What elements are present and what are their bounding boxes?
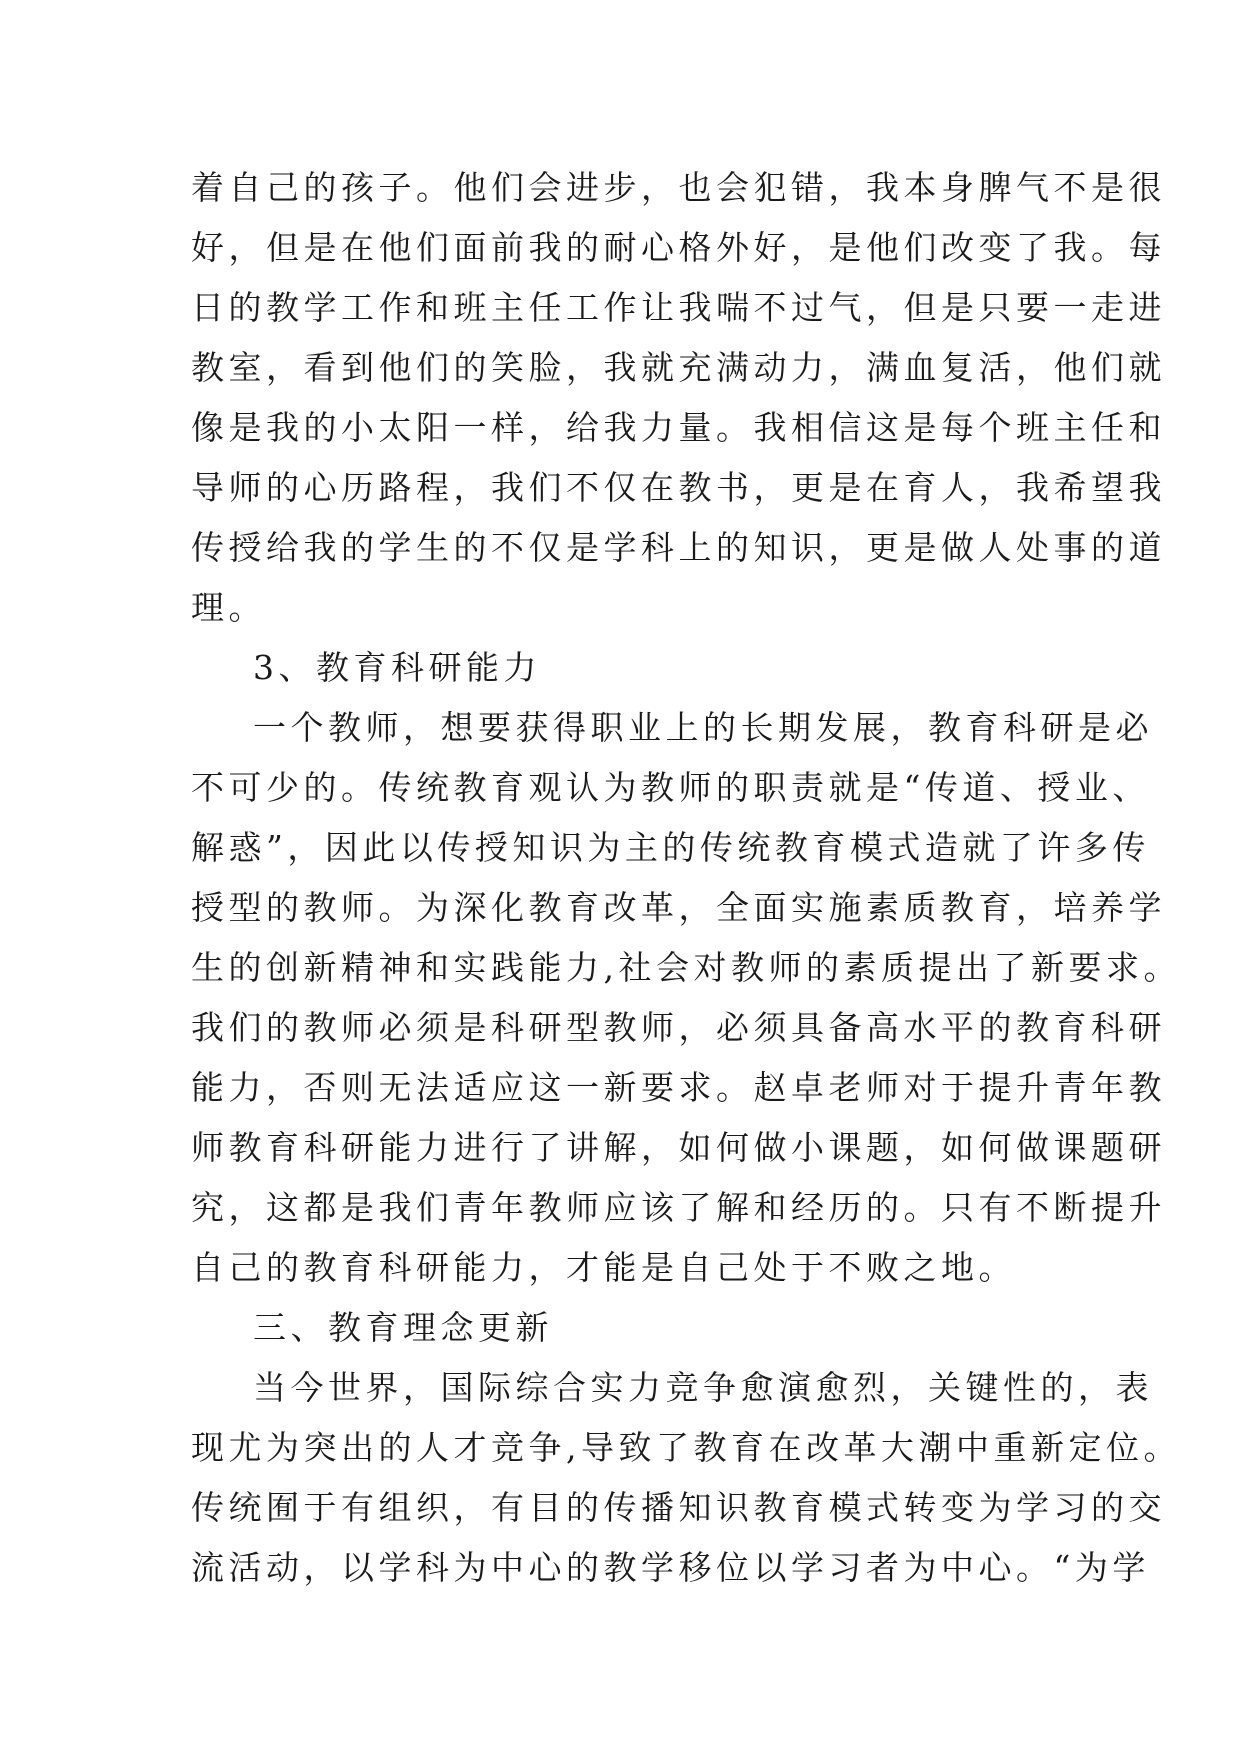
text-line: 生的创新精神和实践能力,社会对教师的素质提出了新要求。 (191, 948, 1181, 987)
text-line: 授型的教师。为深化教育改革，全面实施素质教育，培养学 (191, 888, 1166, 927)
text-line: 理。 (191, 588, 266, 627)
text-line: 解惑”，因此以传授知识为主的传统教育模式造就了许多传 (191, 828, 1150, 867)
text-line: 着自己的孩子。他们会进步，也会犯错，我本身脾气不是很 (191, 168, 1166, 207)
text-line: 传授给我的学生的不仅是学科上的知识，更是做人处事的道 (191, 528, 1166, 567)
body-text (191, 158, 1181, 1598)
text-line: 不可少的。传统教育观认为教师的职责就是“传道、授业、 (191, 768, 1150, 807)
text-line: 日的教学工作和班主任工作让我喘不过气，但是只要一走进 (191, 288, 1166, 327)
paragraph-start: 当今世界，国际综合实力竞争愈演愈烈，关键性的，表 (253, 1368, 1153, 1407)
text-line: 传统囿于有组织，有目的传播知识教育模式转变为学习的交 (191, 1488, 1166, 1527)
section-heading: 三、教育理念更新 (253, 1308, 553, 1347)
text-line: 我们的教师必须是科研型教师，必须具备高水平的教育科研 (191, 1008, 1166, 1047)
text-line: 自己的教育科研能力，才能是自己处于不败之地。 (191, 1248, 1016, 1287)
text-line: 能力，否则无法适应这一新要求。赵卓老师对于提升青年教 (191, 1068, 1166, 1107)
text-line: 好，但是在他们面前我的耐心格外好，是他们改变了我。每 (191, 228, 1166, 267)
text-line: 像是我的小太阳一样，给我力量。我相信这是每个班主任和 (191, 408, 1166, 447)
text-line: 师教育科研能力进行了讲解，如何做小课题，如何做课题研 (191, 1128, 1166, 1167)
paragraph-start: 一个教师，想要获得职业上的长期发展，教育科研是必 (253, 708, 1153, 747)
text-line: 流活动，以学科为中心的教学移位以学习者为中心。“为学 (191, 1548, 1150, 1587)
text-line: 现尤为突出的人才竞争,导致了教育在改革大潮中重新定位。 (191, 1428, 1181, 1467)
text-line: 究，这都是我们青年教师应该了解和经历的。只有不断提升 (191, 1188, 1166, 1227)
text-line: 教室，看到他们的笑脸，我就充满动力，满血复活，他们就 (191, 348, 1166, 387)
text-line: 导师的心历路程，我们不仅在教书，更是在育人，我希望我 (191, 468, 1166, 507)
section-heading: 3、教育科研能力 (253, 648, 541, 687)
